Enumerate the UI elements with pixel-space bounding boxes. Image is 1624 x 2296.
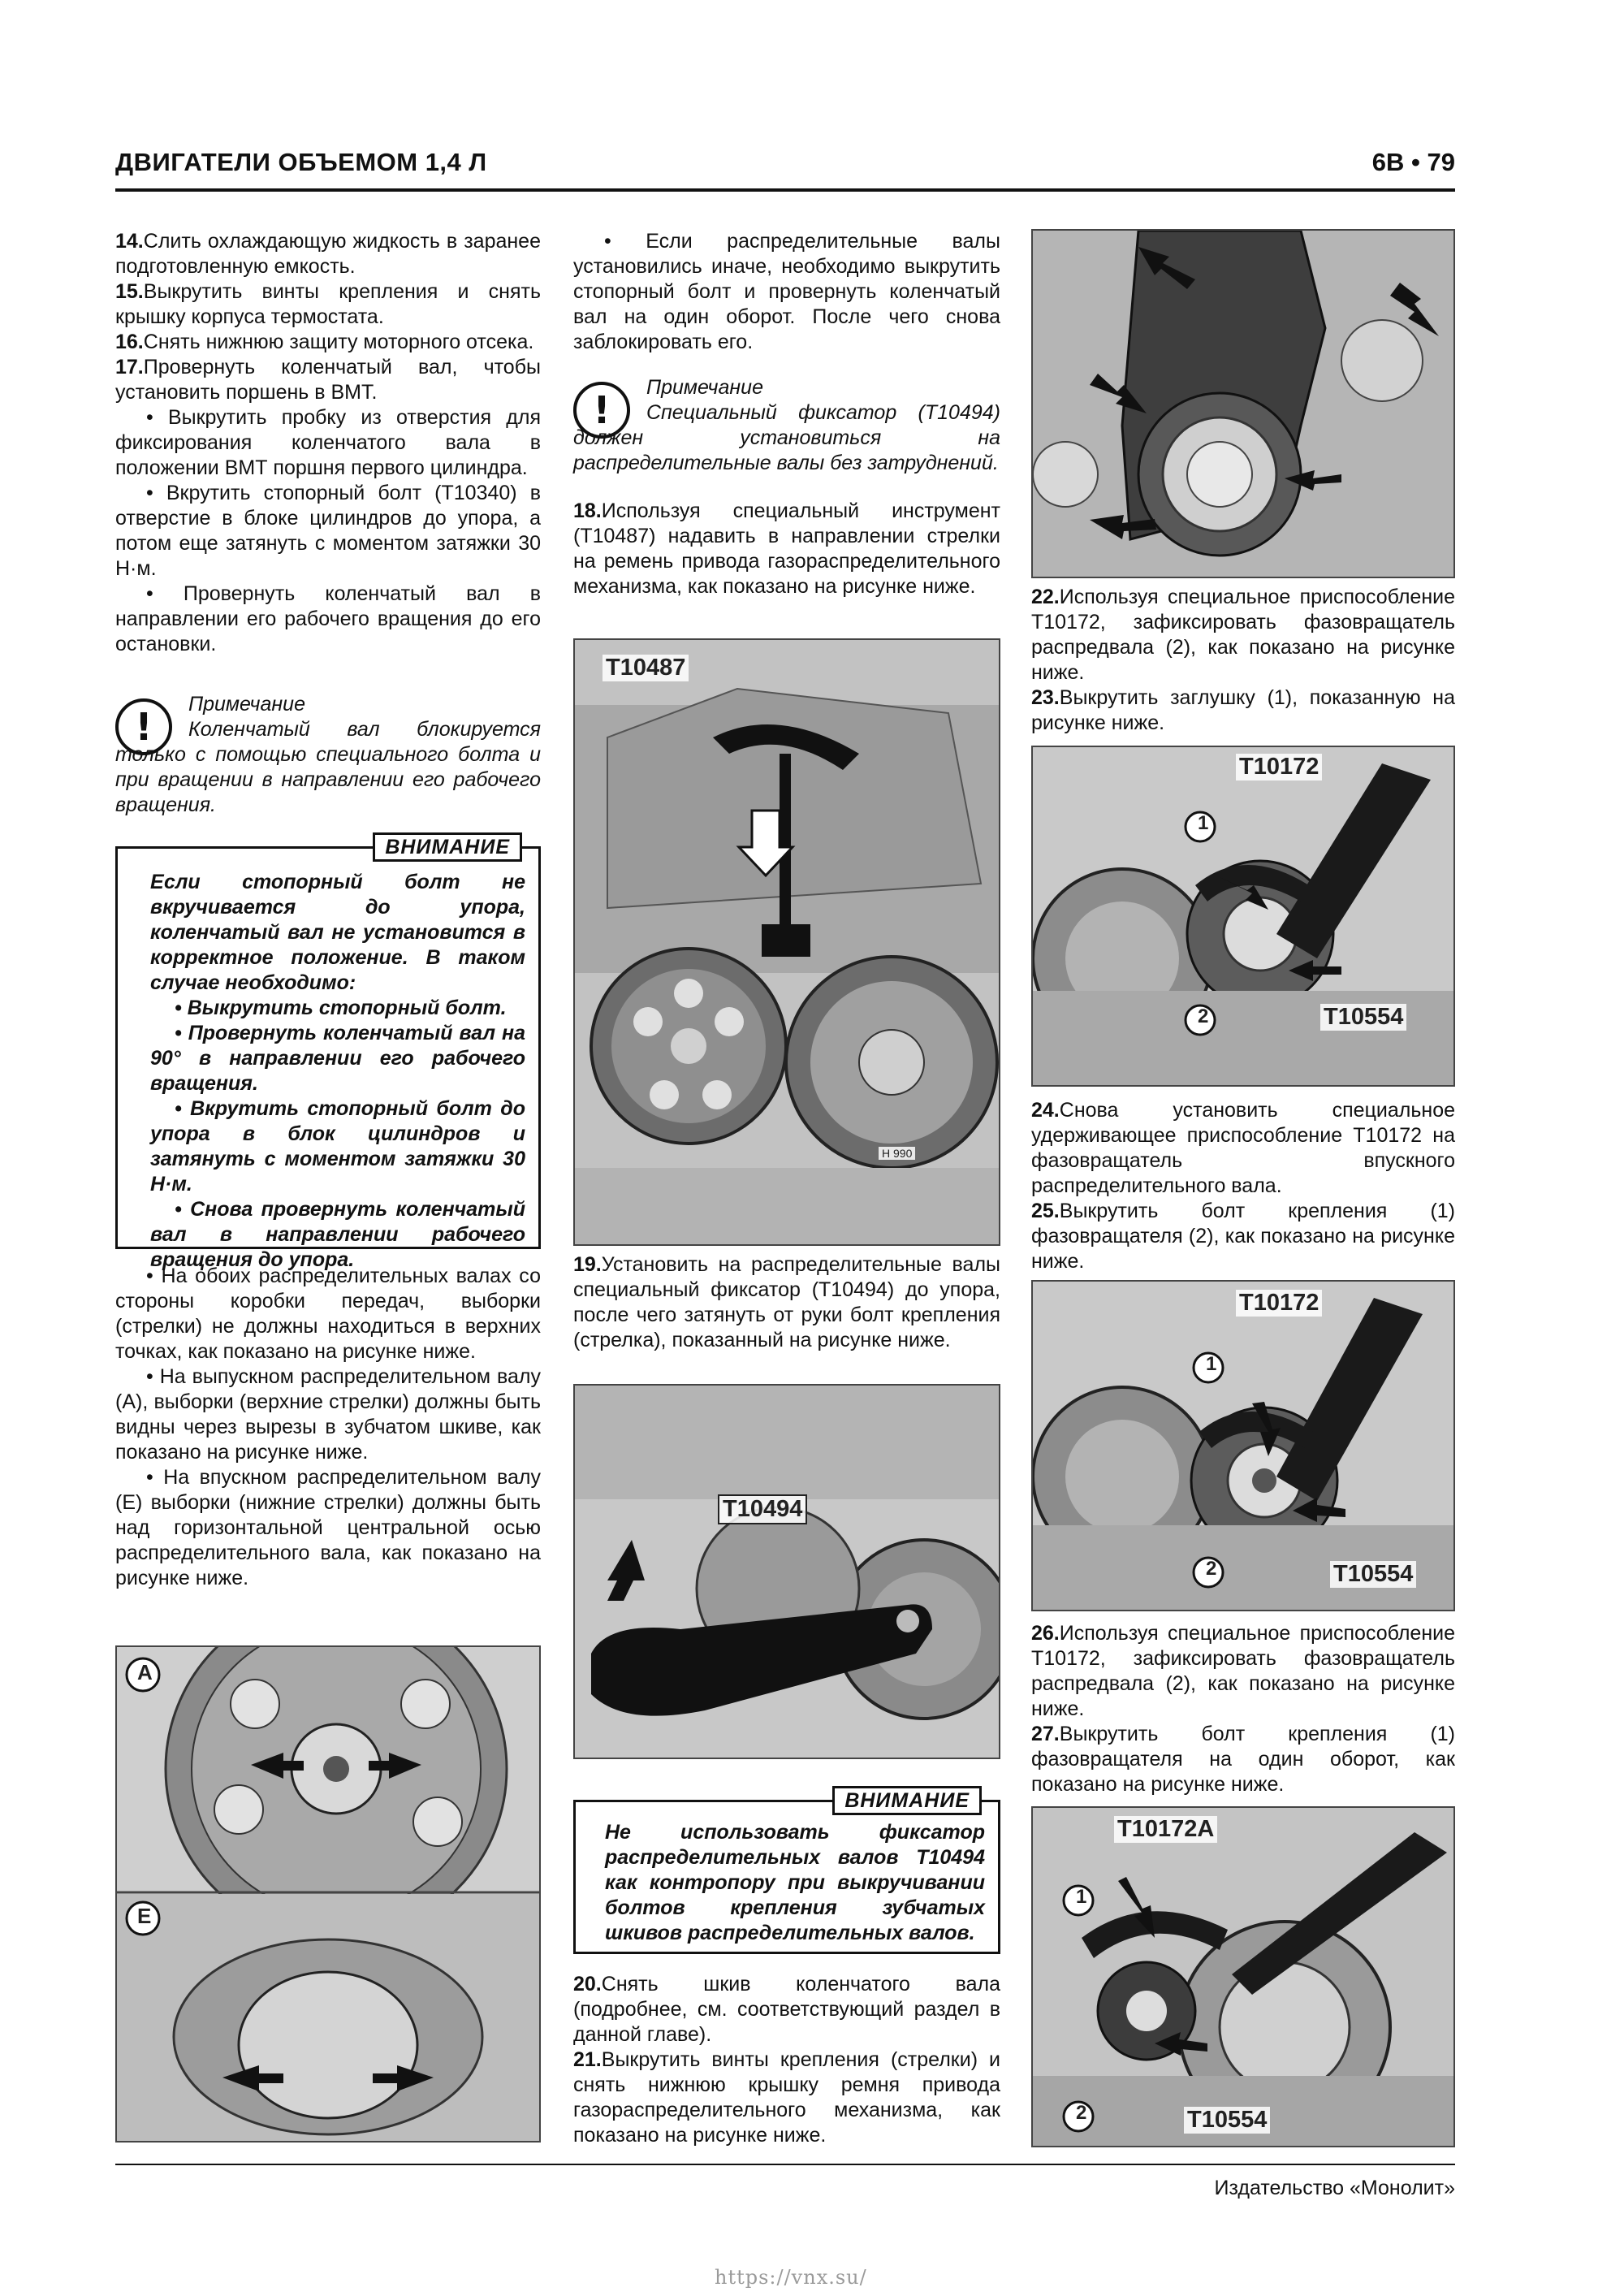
step-24: 24.Снова установить специальное удерживающее приспособление T10172 на фазовращатель впускного распределительного вала.: [1031, 1099, 1455, 1197]
column-2-step-19: [573, 1252, 1000, 1353]
figure-t10172-step23: [1031, 746, 1455, 1087]
bullet-turn-crankshaft: • Провернуть коленчатый вал в направлении его рабочего вращения до его остановки.: [115, 582, 541, 655]
note-title: Примечание: [188, 693, 305, 716]
exclamation-icon: !: [573, 382, 630, 439]
figure-t10494: [573, 1384, 1000, 1759]
step-27: 27.Выкрутить болт крепления (1) фазовращателя на один оборот, как показано на рисунке ниже.: [1031, 1723, 1455, 1796]
bullet-insert-bolt: • Вкрутить стопорный болт (T10340) в отверстие в блоке цилиндров до упора, а потом еще затянуть с моментом затяжки 30 Н·м.: [115, 482, 541, 580]
bullet-exhaust-camshaft: • На выпускном распределительном валу (А), выборки (верхние стрелки) должны быть видны через вырезы в зубчатом шкиве, как показано на рисунке ниже.: [115, 1365, 541, 1464]
tool-label-t10172: T10172: [1236, 1290, 1322, 1317]
warning-box-2: [573, 1789, 1000, 1954]
figure-camshafts-drawing: [117, 1647, 539, 2141]
warning-item-4: • Снова провернуть коленчатый вал в направлении рабочего вращения до упора.: [150, 1198, 525, 1271]
callout-1: 1: [1206, 1353, 1217, 1375]
step-25: 25.Выкрутить болт крепления (1) фазовращателя (2), как показано на рисунке ниже.: [1031, 1200, 1455, 1273]
warning-item-3: • Вкрутить стопорный болт до упора в блок цилиндров и затянуть с моментом затяжки 30 Н·м.: [150, 1097, 525, 1196]
warning-text: Не использовать фиксатор распределительных валов T10494 как контропору при выкручивании болтов крепления зубчатых шкивов распределительных валов.: [605, 1821, 985, 1944]
figure-t10172a-step27-drawing: [1033, 1808, 1453, 2146]
column-2-text: [573, 229, 1000, 355]
step-26: 26.Используя специальное приспособление T10172, зафиксировать фазовращатель распредвала (2), как показано на рисунке ниже.: [1031, 1622, 1455, 1720]
step-23: 23.Выкрутить заглушку (1), показанную на рисунке ниже.: [1031, 686, 1455, 734]
tool-label-t10554: T10554: [1184, 2107, 1270, 2134]
bullet-camshaft-recesses: • На обоих распределительных валах со стороны коробки передач, выборки (стрелки) не должны находиться в верхних точках, как показано на рисунке ниже.: [115, 1265, 541, 1363]
callout-2: 2: [1206, 1558, 1217, 1580]
warning-text: Если стопорный болт не вкручивается до упора, коленчатый вал не установится в корректное положение. В таком случае необходимо:: [150, 871, 525, 994]
figure-t10487: [573, 638, 1000, 1246]
tool-label-t10172: T10172: [1236, 754, 1322, 780]
figure-label-e: E: [137, 1904, 152, 1928]
tool-label-t10554: T10554: [1320, 1004, 1406, 1031]
tool-label-t10172a: T10172A: [1114, 1816, 1217, 1843]
column-3-steps-22-23: [1031, 585, 1455, 736]
page-number: 6В • 79: [1371, 148, 1455, 176]
note-body: Специальный фиксатор (T10494) должен установиться на распределительные валы без затруднений.: [573, 401, 1000, 474]
step-22: 22.Используя специальное приспособление T10172, зафиксировать фазовращатель распредвала (2), как показано на рисунке ниже.: [1031, 586, 1455, 684]
warning-box-1: [115, 836, 541, 1271]
note-fixator: [573, 375, 1000, 476]
running-header-title: ДВИГАТЕЛИ ОБЪЕМОМ 1,4 Л: [115, 148, 487, 176]
warning-item-2: • Провернуть коленчатый вал на 90° в направлении его рабочего вращения.: [150, 1022, 525, 1095]
column-2-step-18: [573, 499, 1000, 599]
figure-t10172a-step27: [1031, 1806, 1455, 2147]
warning-tag: ВНИМАНИЕ: [832, 1786, 982, 1815]
header-rule: [115, 188, 1455, 192]
bullet-remove-plug: • Выкрутить пробку из отверстия для фиксирования коленчатого вала в положении ВМТ поршня первого цилиндра.: [115, 406, 541, 479]
step-20: 20.Снять шкив коленчатого вала (подробнее, см. соответствующий раздел в данной главе).: [573, 1973, 1000, 2046]
publisher-name: Издательство «Монолит»: [1214, 2177, 1455, 2199]
exclamation-icon: !: [115, 698, 172, 755]
callout-2: 2: [1198, 1005, 1209, 1027]
callout-1: 1: [1076, 1886, 1087, 1908]
tool-label-t10494: T10494: [718, 1494, 807, 1524]
column-2-steps-20-21: [573, 1972, 1000, 2148]
column-1-text-2: [115, 1264, 541, 1591]
figure-t10487-drawing: [575, 640, 999, 1244]
bullet-intake-camshaft: • На впускном распределительном валу (Е) выборки (нижние стрелки) должны быть над горизонтальной центральной осью распределительного вала, как показано на рисунке ниже.: [115, 1466, 541, 1589]
figure-camshafts-a-e: [115, 1645, 541, 2143]
note-crankshaft: [115, 692, 541, 818]
note-title: Примечание: [646, 376, 763, 399]
step-17: 17.Провернуть коленчатый вал, чтобы установить поршень в ВМТ.: [115, 356, 541, 404]
callout-2: 2: [1076, 2102, 1087, 2124]
tool-label-t10487: T10487: [603, 655, 689, 681]
figure-t10172-step23-drawing: [1033, 747, 1453, 1085]
warning-item-1: • Выкрутить стопорный болт.: [175, 997, 507, 1019]
column-3-steps-24-25: [1031, 1098, 1455, 1274]
callout-1: 1: [1198, 812, 1209, 834]
step-16: 16.Снять нижнюю защиту моторного отсека.: [115, 331, 534, 353]
figure-t10494-drawing: [575, 1386, 999, 1758]
figure-t10487-stamp: H 990: [879, 1147, 915, 1160]
step-19: 19.Установить на распределительные валы специальный фиксатор (T10494) до упора, после чего затянуть от руки болт крепления (стрелка), показанный на рисунке ниже.: [573, 1253, 1000, 1351]
note-body: Коленчатый вал блокируется только с помощью специального болта и при вращении в направлении его рабочего вращения.: [115, 718, 541, 816]
step-21: 21.Выкрутить винты крепления (стрелки) и снять нижнюю крышку ремня привода газораспределительного механизма, как показано на рисунке ниже.: [573, 2048, 1000, 2147]
step-18: 18.Используя специальный инструмент (T10487) надавить в направлении стрелки на ремень привода газораспределительного механизма, как показано на рисунке ниже.: [573, 499, 1000, 598]
source-watermark-url[interactable]: https://vnx.su/: [715, 2266, 867, 2289]
column-3-steps-26-27: [1031, 1621, 1455, 1797]
step-15: 15.Выкрутить винты крепления и снять крышку корпуса термостата.: [115, 280, 541, 328]
warning-tag: ВНИМАНИЕ: [373, 832, 522, 862]
figure-timing-cover: [1031, 229, 1455, 578]
figure-timing-cover-drawing: [1033, 231, 1453, 577]
step-14: 14.Слить охлаждающую жидкость в заранее подготовленную емкость.: [115, 230, 541, 278]
figure-label-a: A: [137, 1660, 153, 1684]
footer-rule: [115, 2164, 1455, 2165]
tool-label-t10554: T10554: [1330, 1561, 1416, 1588]
bullet-camshafts-otherwise: • Если распределительные валы установились иначе, необходимо выкрутить стопорный болт и провернуть коленчатый вал на один оборот. После чего снова заблокировать его.: [573, 230, 1000, 353]
column-1-text: [115, 229, 541, 657]
figure-t10172-step25: [1031, 1280, 1455, 1611]
